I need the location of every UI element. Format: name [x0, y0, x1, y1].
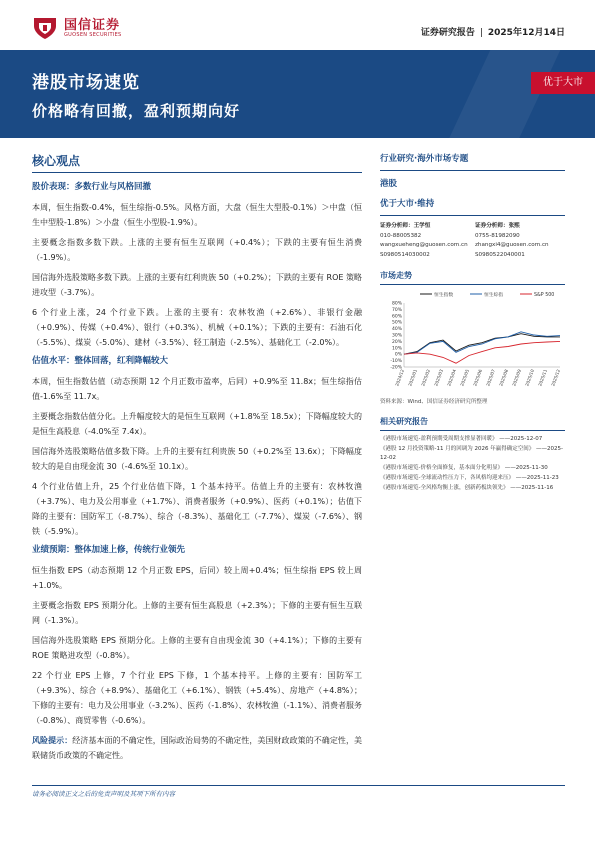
market-trend-svg — [380, 287, 565, 395]
analyst-card — [380, 222, 470, 260]
analyst-cert: S0980514030002 — [380, 251, 430, 258]
guosen-logo — [30, 12, 170, 42]
x-tick-label: 2025/08 — [498, 368, 509, 387]
section-title-core-views: 核心观点 — [32, 152, 362, 173]
investment-rating: 优于大市·维持 — [380, 197, 565, 216]
block-heading: 业绩预期：整体加速上修，传统行业领先 — [32, 545, 186, 555]
analyst-cert: S0980522040001 — [475, 251, 525, 258]
paragraph: 主要概念指数多数下跌。上涨的主要有恒生互联网（+0.4%）；下跌的主要有恒生消费（-1.9%）。 — [32, 238, 362, 262]
analyst-name: 证券分析师：张熙 — [475, 223, 520, 229]
report-type: 证券研究报告 — [420, 28, 475, 38]
core-views-column — [32, 152, 362, 768]
block-earnings-expectation — [32, 544, 362, 728]
related-reports-list — [380, 435, 565, 493]
related-report-link[interactable]: 《港股市场速览-价格全面修复，基本面分化明显》 ——2025-11-30 — [380, 465, 548, 471]
y-tick-label: 50% — [391, 320, 402, 326]
analyst-name: 证券分析师：王学恒 — [380, 223, 431, 229]
y-tick-label: 20% — [391, 339, 402, 345]
x-tick-label: 2025/05 — [459, 368, 470, 387]
block-heading: 估值水平：整体回落，红利降幅较大 — [32, 356, 169, 366]
y-tick-label: 30% — [391, 333, 402, 339]
legend-label: 恒生综指 — [484, 293, 504, 298]
paragraph: 本周，恒生指数-0.4%，恒生综指-0.5%。风格方面，大盘（恒生大型股-0.1%）＞中盘（恒生中型股-1.8%）＞小盘（恒生小型股-1.9%）。 — [32, 203, 362, 227]
report-meta — [421, 25, 565, 38]
footer-divider — [32, 785, 565, 786]
x-tick-label: 2025/11 — [537, 368, 548, 387]
y-tick-label: -10% — [390, 359, 402, 365]
y-tick-label: 80% — [391, 301, 402, 307]
logo-text-cn: 国信证券 — [64, 18, 121, 33]
y-tick-label: 10% — [391, 346, 402, 352]
y-tick-label: 0% — [394, 352, 402, 358]
x-tick-label: 2025/03 — [433, 368, 444, 387]
paragraph: 主要概念指数 EPS 预期分化。上修的主要有恒生高股息（+2.3%）；下修的主要有恒生互联网（-1.3%）。 — [32, 601, 362, 625]
y-tick-label: 70% — [391, 307, 402, 313]
analyst-phone: 0755-81982090 — [475, 232, 520, 239]
related-report-link[interactable]: 《港股市场速览-全球流动性压力下，各风格均迎来压》 ——2025-11-23 — [380, 475, 559, 481]
industry-name: 港股 — [380, 179, 398, 189]
legend-label: 恒生指数 — [434, 293, 454, 298]
legend-label: S&P 500 — [534, 293, 555, 298]
chart-source: 资料来源：Wind、国信证券经济研究所整理 — [380, 399, 488, 405]
x-tick-label: 2025/04 — [446, 368, 457, 387]
report-date: 2025年12月14日 — [487, 28, 565, 38]
block-price-performance — [32, 181, 362, 350]
section-title-related-reports: 相关研究报告 — [380, 416, 565, 431]
paragraph: 本周，恒生指数估值（动态预期 12 个月正数市盈率，后同）+0.9%至 11.8x；恒生综指估值-1.6%至 11.7x。 — [32, 377, 362, 401]
paragraph: 国信海外选股策略多数下跌。上涨的主要有红利贵族 50（+0.2%）；下跌的主要有 ROE 策略进攻型（-3.7%）。 — [32, 273, 362, 297]
paragraph: 国信海外选股策略估值多数下降。上升的主要有红利贵族 50（+0.2%至 13.6x）；下降幅度较大的是自由现金流 30（-4.6%至 10.1x）。 — [32, 447, 362, 471]
report-subtitle: 价格略有回撤，盈利预期向好 — [32, 102, 241, 120]
related-report-link[interactable]: 《港股市场速览-盈利预期受周期支撑显著回暖》 ——2025-12-07 — [380, 436, 543, 442]
sidebar-column — [380, 152, 565, 494]
related-report-link[interactable]: 《港股市场速览-全风格均衡上涨，创新药板块领先》 ——2025-11-16 — [380, 485, 554, 491]
paragraph: 主要概念指数估值分化。上升幅度较大的是恒生互联网（+1.8%至 18.5x）；下降幅度较大的是恒生高股息（-4.0%至 7.4x）。 — [32, 412, 362, 436]
market-trend-chart — [380, 287, 565, 395]
analyst-info — [380, 222, 565, 260]
report-title: 港股市场速览 — [32, 73, 140, 93]
block-heading: 股价表现：多数行业与风格回撤 — [32, 182, 152, 192]
meta-separator: | — [479, 28, 483, 38]
paragraph: 6 个行业上涨，24 个行业下跌。上涨的主要有：农林牧渔（+2.6%）、非银行金融（+0.9%）、传媒（+0.4%）、银行（+0.3%）、机械（+0.1%）；下跌的主要有：石油石化（-5.5%）、煤炭（-5.0%）、建材（-3.5%）、轻工制造（-2.5%）、基础化工（-2.0%）。 — [32, 308, 362, 347]
rating-tag: 优于大市 — [531, 72, 595, 94]
report-category: 行业研究·海外市场专题 — [380, 152, 565, 171]
x-tick-label: 2025/12 — [550, 368, 561, 387]
x-tick-label: 2025/01 — [407, 368, 418, 387]
x-tick-label: 2025/10 — [524, 368, 535, 387]
section-title-market-trend: 市场走势 — [380, 270, 565, 285]
related-report-link[interactable]: 《港股 12 月投资策略-11 月的回调为 2026 年赢得确定空间》 ——2025-12-02 — [380, 446, 563, 461]
paragraph: 恒生指数 EPS（动态预期 12 个月正数 EPS，后同）较上周+0.4%；恒生综指 EPS 较上周+1.0%。 — [32, 566, 362, 590]
y-tick-label: -20% — [390, 365, 402, 371]
logo-text-en: GUOSEN SECURITIES — [64, 32, 122, 38]
analyst-card — [475, 222, 565, 260]
paragraph: 4 个行业估值上升，25 个行业估值下降，1 个基本持平。估值上升的主要有：农林牧渔（+3.7%）、电力及公用事业（+1.7%）、消费者服务（+0.9%）、医药（+0.1%）；估值下降的主要有：国防军工（-8.7%）、综合（-8.3%）、基础化工（-7.7%）、煤炭（-7.6%）、钢铁（-5.9%）。 — [32, 482, 362, 536]
banner-decoration — [434, 50, 569, 138]
x-tick-label: 2025/07 — [485, 368, 496, 387]
paragraph: 22 个行业 EPS 上修，7 个行业 EPS 下修，1 个基本持平。上修的主要有：国防军工（+9.3%）、综合（+8.9%）、基础化工（+6.1%）、钢铁（+5.4%）、房地产（+4.8%）；下修的主要有：电力及公用事业（-3.2%）、医药（-1.8%）、农林牧渔（-1.1%）、消费者服务（-0.8%）、商贸零售（-0.6%）。 — [32, 671, 362, 725]
risk-text: 经济基本面的不确定性，国际政治局势的不确定性，美国财政政策的不确定性，美联储货币政策的不确定性。 — [32, 736, 362, 760]
risk-label: 风险提示： — [32, 736, 73, 745]
x-tick-label: 2024/12 — [394, 368, 405, 387]
block-valuation — [32, 355, 362, 539]
paragraph: 国信海外选股策略 EPS 预期分化。上修的主要有自由现金流 30（+4.1%）；下修的主要有 ROE 策略进攻型（-0.8%）。 — [32, 636, 362, 660]
guosen-logo-icon — [30, 14, 60, 40]
x-tick-label: 2025/09 — [511, 368, 522, 387]
risk-warning — [32, 733, 362, 763]
title-banner — [0, 50, 595, 138]
analyst-phone: 010-88005382 — [380, 232, 422, 239]
x-tick-label: 2025/02 — [420, 368, 431, 387]
analyst-email[interactable]: wangxueheng@guosen.com.cn — [380, 242, 468, 248]
x-tick-label: 2025/06 — [472, 368, 483, 387]
analyst-email[interactable]: zhangxi4@guosen.com.cn — [475, 242, 549, 248]
footer-disclaimer: 请务必阅读正文之后的免责声明及其项下所有内容 — [32, 790, 175, 798]
y-tick-label: 60% — [391, 314, 402, 320]
y-tick-label: 40% — [391, 327, 402, 333]
